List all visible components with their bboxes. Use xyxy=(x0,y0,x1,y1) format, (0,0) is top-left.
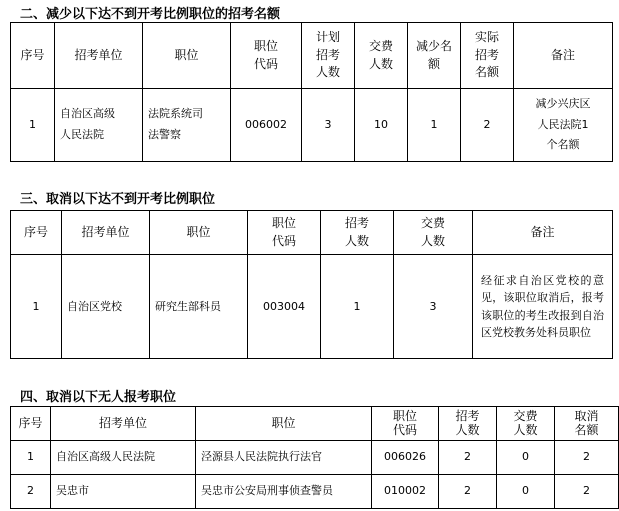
row-planned: 2 xyxy=(439,475,497,509)
row-position: 研究生部科员 xyxy=(150,255,248,359)
table-row xyxy=(11,441,619,475)
row-position: 泾源县人民法院执行法官 xyxy=(196,441,372,475)
row-unit: 自治区高级 人民法院 xyxy=(55,89,143,162)
section2-header-remark: 备注 xyxy=(514,23,613,89)
row-remark: 减少兴庆区 人民法院1 个名额 xyxy=(514,89,613,162)
row-paid: 0 xyxy=(497,475,555,509)
row-paid: 3 xyxy=(394,255,473,359)
row-planned: 2 xyxy=(439,441,497,475)
section4-header-code: 职位 代码 xyxy=(372,407,439,441)
section2-header-row xyxy=(11,23,613,89)
section4-table xyxy=(10,406,619,509)
table-row xyxy=(11,255,613,359)
row-cancelled: 2 xyxy=(555,441,619,475)
section4-header-unit: 招考单位 xyxy=(51,407,196,441)
section3-title: 三、取消以下达不到开考比例职位 xyxy=(20,192,216,207)
row-remark: 经征求自治区党校的意见，该职位取消后，报考该职位的考生改报到自治区党校教务处科员职位 xyxy=(473,255,613,359)
section3-header-position: 职位 xyxy=(150,211,248,255)
row-code: 010002 xyxy=(372,475,439,509)
row-unit: 自治区高级人民法院 xyxy=(51,441,196,475)
section4-header-planned: 招考 人数 xyxy=(439,407,497,441)
section4-header-row xyxy=(11,407,619,441)
section2-header-unit: 招考单位 xyxy=(55,23,143,89)
section2-header-planned: 计划 招考 人数 xyxy=(302,23,355,89)
row-cancelled: 2 xyxy=(555,475,619,509)
section2-header-reduced: 减少名 额 xyxy=(408,23,461,89)
section2-header-no: 序号 xyxy=(11,23,55,89)
section4-header-no: 序号 xyxy=(11,407,51,441)
section4-header-position: 职位 xyxy=(196,407,372,441)
section4-header-cancelled: 取消 名额 xyxy=(555,407,619,441)
table-row xyxy=(11,89,613,162)
table-row xyxy=(11,475,619,509)
section3-table xyxy=(10,210,613,359)
row-no: 1 xyxy=(11,255,62,359)
section3-header-unit: 招考单位 xyxy=(62,211,150,255)
section3-header-no: 序号 xyxy=(11,211,62,255)
row-actual: 2 xyxy=(461,89,514,162)
section4-title: 四、取消以下无人报考职位 xyxy=(20,390,177,405)
section3-header-row xyxy=(11,211,613,255)
section3-header-paid: 交费 人数 xyxy=(394,211,473,255)
row-no: 2 xyxy=(11,475,51,509)
row-paid: 0 xyxy=(497,441,555,475)
row-unit: 吴忠市 xyxy=(51,475,196,509)
section3-header-planned: 招考 人数 xyxy=(321,211,394,255)
row-reduced: 1 xyxy=(408,89,461,162)
section2-header-position: 职位 xyxy=(143,23,231,89)
row-paid: 10 xyxy=(355,89,408,162)
row-code: 006002 xyxy=(231,89,302,162)
row-position: 法院系统司 法警察 xyxy=(143,89,231,162)
section2-table xyxy=(10,22,613,162)
row-planned: 1 xyxy=(321,255,394,359)
section2-header-actual: 实际 招考 名额 xyxy=(461,23,514,89)
row-position: 吴忠市公安局刑事侦查警员 xyxy=(196,475,372,509)
row-no: 1 xyxy=(11,89,55,162)
row-code: 003004 xyxy=(248,255,321,359)
section2-title: 二、减少以下达不到开考比例职位的招考名额 xyxy=(20,7,281,22)
row-planned: 3 xyxy=(302,89,355,162)
section2-header-code: 职位 代码 xyxy=(231,23,302,89)
row-unit: 自治区党校 xyxy=(62,255,150,359)
section3-header-code: 职位 代码 xyxy=(248,211,321,255)
row-code: 006026 xyxy=(372,441,439,475)
section4-header-paid: 交费 人数 xyxy=(497,407,555,441)
section3-header-remark: 备注 xyxy=(473,211,613,255)
row-no: 1 xyxy=(11,441,51,475)
section2-header-paid: 交费 人数 xyxy=(355,23,408,89)
